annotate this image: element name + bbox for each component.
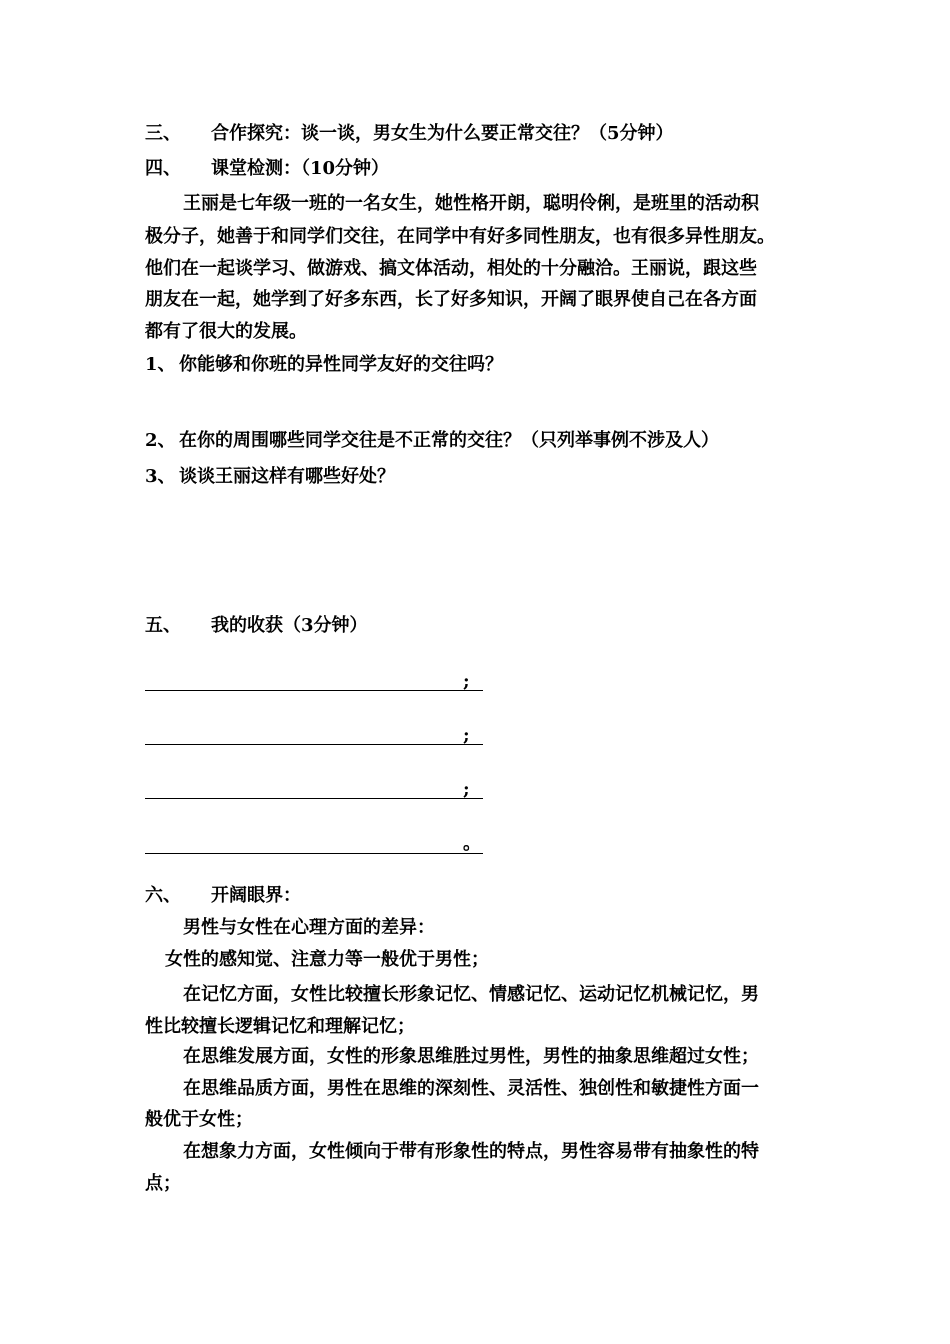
section-title: 我的收获（3分钟）	[211, 615, 368, 636]
passage-line: 朋友在一起，她学到了好多东西，长了好多知识，开阔了眼界使自己在各方面	[145, 289, 757, 310]
blank-punctuation: ;	[463, 725, 470, 746]
knowledge-line: 般优于女性；	[145, 1109, 253, 1130]
section-5-heading	[145, 614, 368, 638]
question-text: 谈谈王丽这样有哪些好处？	[179, 466, 395, 487]
blank-punctuation: ;	[463, 671, 470, 692]
section-number: 五、	[145, 615, 181, 636]
blank-punctuation: 。	[463, 833, 481, 854]
section-4-heading	[145, 157, 389, 181]
question-3	[145, 465, 395, 489]
section-3-heading	[145, 122, 674, 146]
passage-line: 王丽是七年级一班的一名女生，她性格开朗，聪明伶俐，是班里的活动积	[183, 193, 759, 214]
section-number: 三、	[145, 123, 181, 144]
answer-blank[interactable]	[145, 718, 483, 745]
knowledge-line: 在记忆方面，女性比较擅长形象记忆、情感记忆、运动记忆机械记忆，男	[183, 984, 759, 1005]
question-number: 2、	[145, 430, 176, 451]
knowledge-line: 在想象力方面，女性倾向于带有形象性的特点，男性容易带有抽象性的特	[183, 1141, 759, 1162]
passage-line: 他们在一起谈学习、做游戏、搞文体活动，相处的十分融洽。王丽说，跟这些	[145, 258, 757, 279]
knowledge-line: 在思维品质方面，男性在思维的深刻性、灵活性、独创性和敏捷性方面一	[183, 1078, 759, 1099]
section-number: 四、	[145, 158, 181, 179]
question-number: 1、	[145, 354, 176, 375]
knowledge-line: 点；	[145, 1173, 181, 1194]
question-1	[145, 353, 503, 377]
question-text: 你能够和你班的异性同学友好的交往吗？	[179, 354, 503, 375]
blank-punctuation: ;	[463, 779, 470, 800]
passage-line: 极分子，她善于和同学们交往，在同学中有好多同性朋友，也有很多异性朋友。	[145, 226, 775, 247]
section-number: 六、	[145, 885, 181, 906]
answer-blank[interactable]	[145, 664, 483, 691]
answer-blank[interactable]	[145, 827, 483, 854]
knowledge-line: 性比较擅长逻辑记忆和理解记忆；	[145, 1016, 415, 1037]
section-title: 开阔眼界：	[211, 885, 301, 906]
question-2	[145, 429, 719, 453]
knowledge-line: 男性与女性在心理方面的差异：	[183, 917, 435, 938]
answer-blank[interactable]	[145, 772, 483, 799]
question-number: 3、	[145, 466, 176, 487]
question-text: 在你的周围哪些同学交往是不正常的交往？（只列举事例不涉及人）	[179, 430, 719, 451]
knowledge-line: 女性的感知觉、注意力等一般优于男性；	[165, 949, 489, 970]
knowledge-line: 在思维发展方面，女性的形象思维胜过男性，男性的抽象思维超过女性；	[183, 1046, 759, 1067]
section-6-heading	[145, 884, 301, 908]
section-title: 合作探究：谈一谈，男女生为什么要正常交往？（5分钟）	[211, 123, 674, 144]
passage-line: 都有了很大的发展。	[145, 321, 307, 342]
section-title: 课堂检测：（10分钟）	[211, 158, 390, 179]
